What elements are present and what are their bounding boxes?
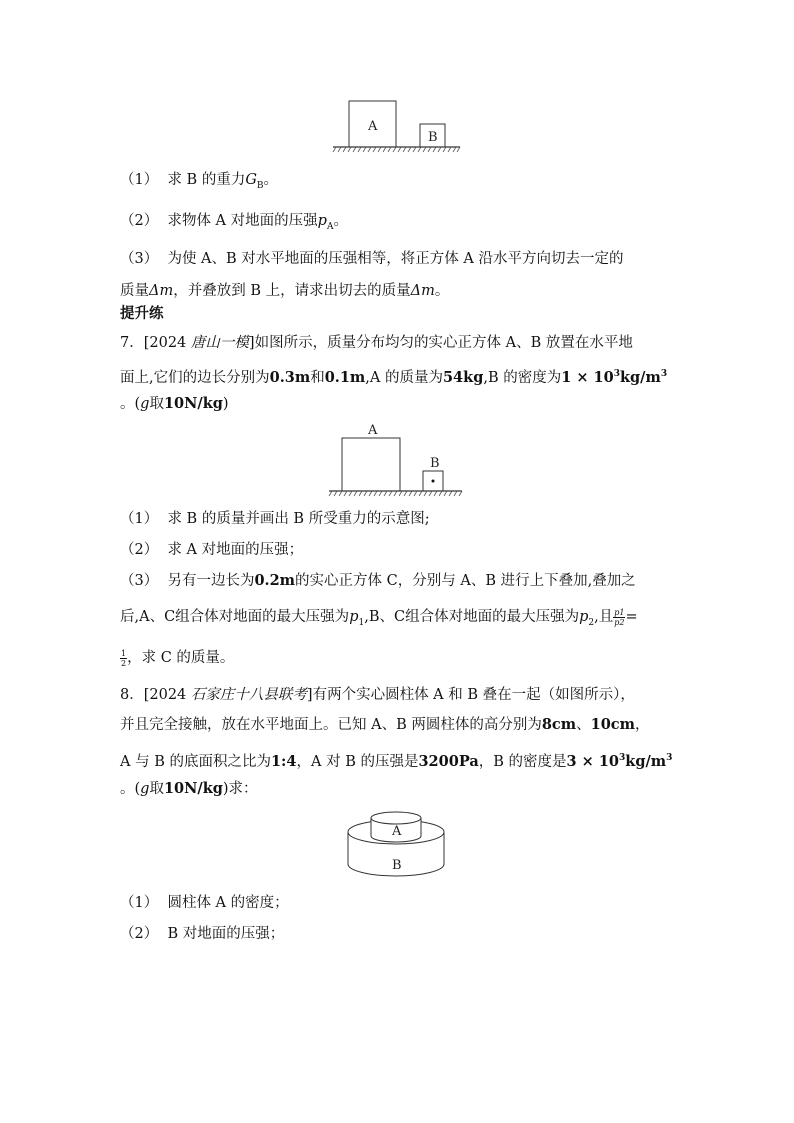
label-a: A xyxy=(392,824,402,839)
ground-hatching xyxy=(329,491,462,496)
q7-source: 唐山一模 xyxy=(190,335,249,351)
q8-line-3: A 与 B 的底面积之比为1:4，A 对 B 的压强是3200Pa，B 的密度是$3 \times 10^3kg/m^3$ xyxy=(120,752,673,770)
q7-part-2: （2） 求 A 对地面的压强； xyxy=(120,542,304,558)
q6-part-2: （2） 求物体 A 对地面的压强$p_A$。 xyxy=(120,213,348,232)
section-heading: 提升练 xyxy=(120,306,164,322)
q6-part-3-cont: 质量Δm，并叠放到 B 上，请求出切去的质量Δm。 xyxy=(120,283,450,299)
q7-line-1: 7．[2024 唐山一模]如图所示，质量分布均匀的实心正方体 A、B 放置在水平地 xyxy=(120,335,633,351)
q8-line-2: 并且完全接触，放在水平地面上。已知 A、B 两圆柱体的高分别为8cm、10cm， xyxy=(120,716,650,733)
q8-part-1: （1） 圆柱体 A 的密度； xyxy=(120,895,289,911)
q6-part-3: （3） 为使 A、B 对水平地面的压强相等，将正方体 A 沿水平方向切去一定的 xyxy=(120,251,624,267)
q7-part-3: （3） 另有一边长为0.2m的实心正方体 C，分别与 A、B 进行上下叠加,叠加之 xyxy=(120,572,636,589)
q8-line-4: 。(g取10N/kg)求： xyxy=(120,780,258,797)
center-of-mass-dot xyxy=(432,480,435,483)
label-a: A xyxy=(368,423,378,438)
half-fraction: $\frac{1}{2}$ xyxy=(121,648,127,668)
q7-part-3-cont2: $\frac{1}{2}$ ，求 C 的质量。 xyxy=(121,648,235,668)
label-b: B xyxy=(428,130,438,145)
q7-figure xyxy=(326,420,466,498)
label-a: A xyxy=(368,119,378,134)
q6-part-1: （1） 求 B 的重力$G_B$。 xyxy=(120,172,279,191)
q8-figure xyxy=(344,808,448,880)
q7-part-3-cont: 后,A、C组合体对地面的最大压强为$p_1,B$、C组合体对地面的最大压强为$p_2$,且 $\frac{p1}{p2}$ = xyxy=(120,607,638,628)
q8-line-1: 8．[2024 石家庄十八县联考]有两个实心圆柱体 A 和 B 叠在一起（如图所示）， xyxy=(120,687,635,703)
q7-part-1: （1） 求 B 的质量并画出 B 所受重力的示意图; xyxy=(120,511,430,527)
label-b: B xyxy=(392,858,402,873)
q7-line-3: 。(g取10N/kg) xyxy=(120,395,229,412)
q8-part-2: （2） B 对地面的压强； xyxy=(120,926,285,942)
block-a xyxy=(342,438,400,491)
q7-line-2: 面上,它们的边长分别为0.3m和0.1m,A 的质量为54kg,B 的密度为$1 \times 10^3kg/m^3$ xyxy=(120,368,668,386)
q6-figure xyxy=(330,96,466,156)
ground-hatching xyxy=(333,147,460,152)
q8-source: 石家庄十八县联考 xyxy=(190,687,307,703)
label-b: B xyxy=(430,456,440,471)
ratio-fraction: $\frac{p1}{p2}$ xyxy=(614,607,625,627)
